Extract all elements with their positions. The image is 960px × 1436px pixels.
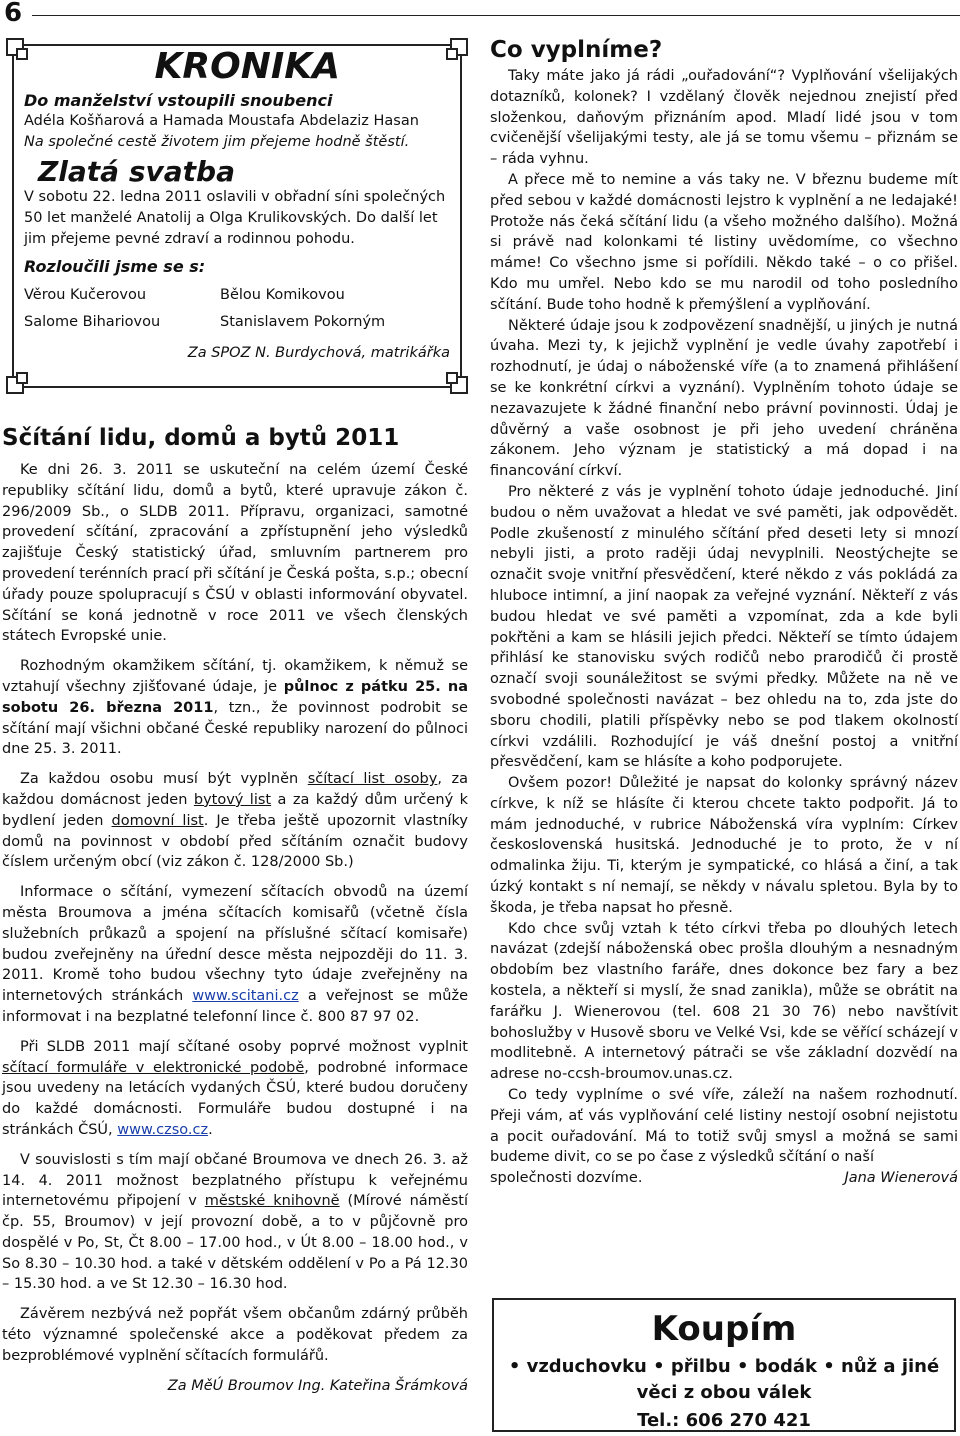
census-paragraph: Ke dni 26. 3. 2011 se uskuteční na celém území České republiky sčítání lidu, domů a bytů, které upravuje zákon č. 296/2009 Sb., o SLDB 2011. Přípravu, organizaci, samotné provedení sčítání, zpracování a zpřístupnění jeho výsledků zajišťuje Český statistický úřad, smluvním partnerem pro provedení terénních prací při sčítání je Česká pošta, s.p.; obecní úřady pouze spolupracují s ČSÚ v oblasti informování obyvatel. Sčítání se koná jednotně v roce 2011 ve všech členských státech Evropské unie.: [2, 462, 468, 645]
farewell-heading: Rozloučili jsme se s:: [24, 257, 206, 276]
ad-title: Koupím: [651, 1309, 797, 1349]
marriage-names: Adéla Košňarová a Hamada Moustafa Abdelaziz Hasan: [24, 113, 419, 129]
underlined-term: sčítací formuláře v elektronické podobě: [2, 1059, 305, 1076]
top-rule: [32, 15, 960, 16]
marriage-heading: Do manželství vstoupili snoubenci: [24, 91, 333, 110]
census-paragraph: Při SLDB 2011 mají sčítané osoby poprvé možnost vyplnit sčítací formuláře v elektronické podobě, podrobné informace jsou uvedeny na letácích vydaných ČSÚ, které budou doručeny do každé domácnosti. Formuláře budou dostupné i na stránkách ČSÚ, www.czso.cz.: [2, 1038, 468, 1138]
census-signature: Za MěÚ Broumov Ing. Kateřina Šrámková: [167, 1377, 468, 1394]
article-paragraph: Pro některé z vás je vyplnění tohoto údaje jednoduché. Jiní budou o něm uvažovat a hledat ve své paměti, jak odpovědět. Podle zkušeností z minulého sčítání před deseti lety si mnozí nebyli jisti, a proto raději údaj nevyplnili. Neostýchejte se označit svoje vnitřní přesvědčení, které někdo z vás pokládá za hluboce intimní, a jiní naopak za veřejné vyznání. Někteří z vás budou hledat ve své paměti a vzpomínat, zda a kde byli pokřtěni a kam se hlásili jejich předci. Někteří se tímto údajem přihlásí ke stanovisku svých rodičů nebo prarodičů či prostě označí svoji sounáležitost se svými předky. Můžete na ně ve svobodné společnosti navázat – bez ohledu na to, zda jste do sboru chodili, platili příspěvky nebo se pod tlakem okolností církvi vzdálili. Rozhodující je váš dnešní postoj a vnitřní přesvědčení, kam se hlásíte a koho podporujete.: [490, 483, 958, 771]
czso-link[interactable]: www.czso.cz: [117, 1121, 209, 1138]
marriage-wish: Na společné cestě životem jim přejeme hodně štěstí.: [24, 134, 410, 150]
underlined-term: bytový list: [193, 791, 272, 808]
golden-wedding-heading: Zlatá svatba: [38, 155, 235, 188]
census-date-bold: půlnoc z pátku 25. na sobotu 26. března 2011: [2, 678, 468, 716]
kronika-box: [12, 44, 462, 388]
article-paragraph: Některé údaje jsou k zodpovězení snadnější, u jiných je nutná úvaha. Mezi ty, k jejichž vyplnění je vedle úvahy zapotřebí i rozhodnutí, je údaj o náboženské víře (a to znamená přihlášení se ke konkrétní církvi a vyznání). Vyplněním tohoto údaje se nezavazujete k žádné finanční nebo právní povinnosti. Údaj je důvěrný a vaše osobnost je při jeho uvedení chráněna zákonem. Jeho význam je statistický a má dopad i na financování církví.: [490, 317, 958, 480]
census-paragraph: Informace o sčítání, vymezení sčítacích obvodů na území města Broumova a jména sčítacích komisařů (včetně čísla služebních průkazů a spojení na příslušné sčítací komisaře) budou zveřejněny na úřední desce města nejpozději do 11. 3. 2011. Kromě toho budou všechny tyto údaje zveřejněny na internetových stránkách www.scitani.cz a veřejnost se může informovat i na bezplatné telefonní lince č. 800 87 97 02.: [2, 884, 468, 1025]
census-article: [2, 424, 468, 1405]
census-paragraph: Rozhodným okamžikem sčítání, tj. okamžikem, k němuž se vztahují všechny zjišťované údaje, je půlnoc z pátku 25. na sobotu 26. března 2011, tzn., že povinnost podrobit se sčítání mají všichni občané České republiky narození do půlnoci dne 25. 3. 2011.: [2, 658, 468, 758]
farewell-name: Stanislavem Pokorným: [220, 314, 386, 330]
farewell-name: Salome Bihariovou: [24, 314, 161, 330]
article-signature: Jana Wienerová: [844, 1170, 958, 1187]
farewell-name: Bělou Komikovou: [220, 287, 345, 303]
kronika-signature: Za SPOZ N. Burdychová, matrikářka: [187, 345, 450, 361]
article-paragraph: A přece mě to nemine a vás taky ne. V březnu budeme mít před sebou v každé domácnosti lejstro k vyplnění a ne ledajaké! Protože nás čeká sčítání lidu (a všeho možného dalšího). Možná si právě nad kolonkami té listiny uvědomíme, co všechno máme! Co všechno jsme si pořídili. Někdo také – o co přišel. Kdo mu umřel. Nebo kdo se mu narodil od toho posledního sčítání. Bude toho hodně k přemýšlení a vyplňování.: [490, 171, 958, 313]
koupim-ad: [492, 1298, 956, 1432]
page-number: 6: [4, 0, 23, 28]
article-paragraph: Taky máte jako já rádi „ouřadování“? Vyplňování všelijakých dotazníků, kolonek? I vzdělaný člověk nejednou znejistí před složenkou, daňovým přiznáním apod. Mladí lidé jsou v tom cvičenější všelijakými testy, ale já se tomu všemu – přiznám se – ráda vyhnu.: [490, 68, 958, 168]
underlined-term: domovní list: [111, 812, 204, 829]
article-paragraph: Ovšem pozor! Důležité je napsat do kolonky správný název církve, k níž se hlásíte či kterou chcete takto podpořit. Já to mám jednoduché, v rubrice Náboženská víra vyplním: Církev československá husitská. Jednoduché je to proto, že v ní odmalinka žiju. Ti, kterým je sympatické, co hlásá a činí, a tak úzký kontakt s ní nemají, se někdy v návalu spletou. Byla by to škoda, je třeba napsat ho přesně.: [490, 775, 958, 916]
census-paragraph: Závěrem nezbývá než popřát všem občanům zdárný průběh této významné společenské akce a poděkovat předem za bezproblémové vyplnění sčítacích formulářů.: [2, 1306, 468, 1364]
census-heading: Sčítání lidu, domů a bytů 2011: [2, 425, 400, 451]
census-paragraph: Za každou osobu musí být vyplněn sčítací list osoby, za každou domácnost jeden bytový list a za každý dům určený k bydlení jeden domovní list. Je třeba ještě upozornit vlastníky domů na povinnost v období před sčítáním označit budovy číslem určeným obcí (viz zákon č. 128/2000 Sb.): [2, 771, 468, 871]
corner-ornament: [6, 376, 24, 394]
kronika-title: KRONIKA: [154, 46, 340, 87]
kronika-body: [24, 90, 454, 364]
farewell-name: Věrou Kučerovou: [24, 287, 147, 303]
article-closing: [490, 1168, 958, 1189]
article-heading: Co vyplníme?: [490, 37, 663, 63]
co-vyplnime-article: [490, 36, 958, 1189]
corner-ornament: [450, 376, 468, 394]
ad-items: • vzduchovku • přilbu • bodák • nůž a jiné věci z obou válek: [508, 1356, 940, 1403]
underlined-term: městské knihovně: [204, 1193, 340, 1210]
ad-phone: Tel.: 606 270 421: [637, 1410, 811, 1431]
farewell-names: [24, 285, 454, 333]
scitani-link[interactable]: www.scitani.cz: [192, 988, 299, 1005]
article-paragraph: Co tedy vyplníme o své víře, záleží na našem rozhodnutí. Přeji vám, ať vás vyplňování celé listiny nestojí osobní nejistotu a pocit ouřadování. Má to totiž svůj smysl a možná se sami budeme divit, co se po čase z výsledků sčítání o naší: [490, 1087, 958, 1166]
underlined-term: sčítací list osoby: [307, 771, 438, 788]
article-paragraph: Kdo chce svůj vztah k této církvi třeba po dlouhých letech navázat (zdejší náboženská obec prošla dlouhým a nesnadným obdobím bez vlastního faráře, dnes dokonce bez fary a bez kostela, a někteří si myslí, že snad zanikla), může se obrátit na farářku J. Wienerovou (tel. 608 21 30 76) nebo navštívit bohoslužby v Husově sboru ve Velké Vsi, kde se věřící scházejí v modlitebně. A internetový pátrači se vše základní dozvědí na adrese no-ccsh-broumov.unas.cz.: [490, 920, 958, 1083]
golden-wedding-text: V sobotu 22. ledna 2011 oslavili v obřadní síni společných 50 let manželé Anatolij a Olga Krulikovských. Do další let jim přejeme pevné zdraví a rodinnou pohodu.: [24, 189, 446, 247]
census-paragraph: V souvislosti s tím mají občané Broumova ve dnech 26. 3. až 14. 4. 2011 možnost bezplatného přístupu k veřejnému internetovému připojení v městské knihovně (Mírové náměstí čp. 55, Broumov) v její provozní době, a to v půjčovně pro dospělé v Po, St, Čt 8.00 – 17.00 hod., v Út 8.00 – 18.00 hod., v So 8.30 – 10.30 hod. a také v dětském oddělení v Po a Pá 12.30 – 15.30 hod. a ve St 12.30 – 16.30 hod.: [2, 1151, 468, 1293]
article-last-line: společnosti dozvíme.: [490, 1170, 643, 1187]
